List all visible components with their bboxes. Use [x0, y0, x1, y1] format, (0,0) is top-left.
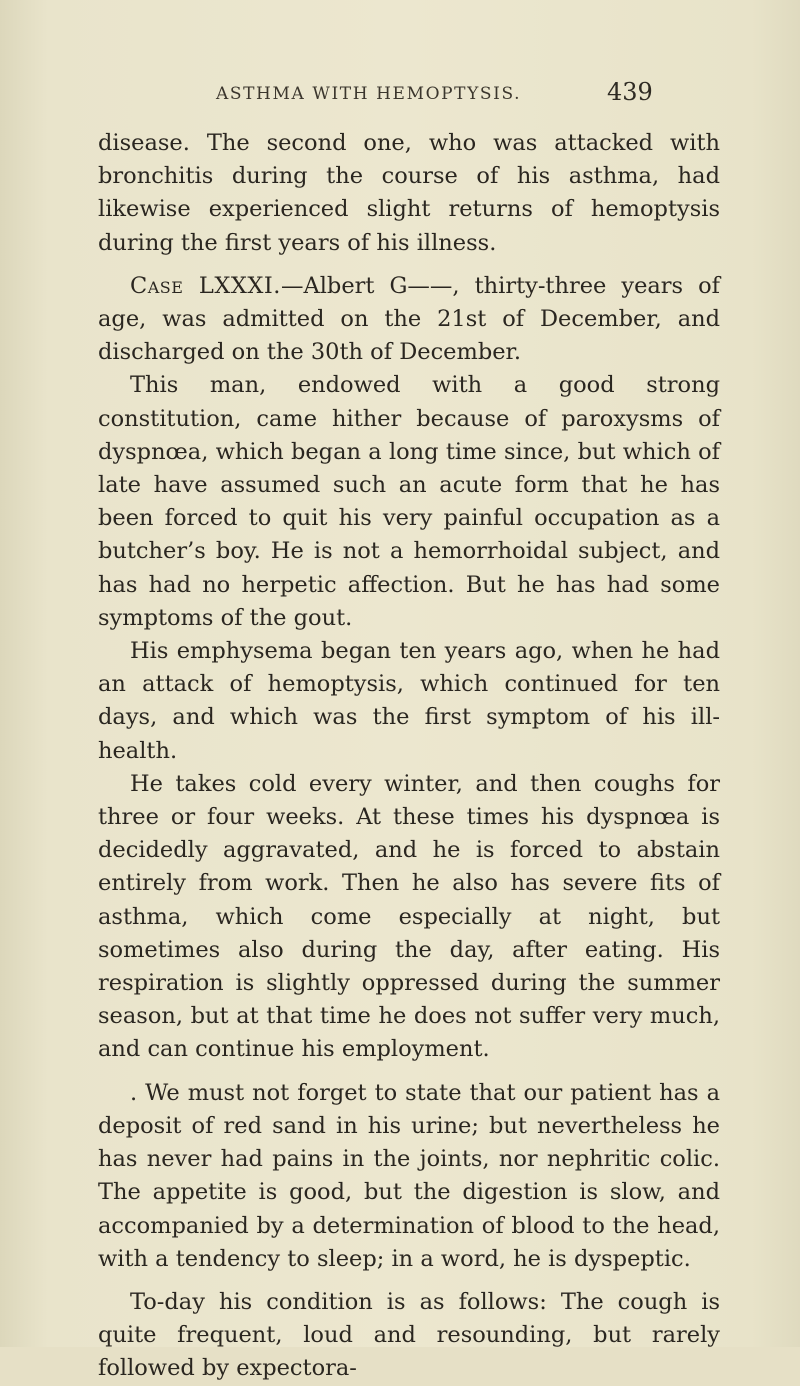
paragraph-7: To-day his condition is as follows: The cough is quite frequent, loud and resounding, but rarely followed by expectora- [98, 1288, 720, 1382]
body-text [98, 127, 720, 1386]
case-label: Case LXXXI. [130, 272, 281, 299]
case-intro: —Albert G——, thirty-three years of age, was admitted on the 21st of December, and discharged on the 30th of December. [98, 272, 720, 366]
running-title: ASTHMA WITH HEMOPTYSIS. [216, 84, 522, 104]
paragraph-1: disease. The second one, who was attacked with bronchitis during the course of his asthma, had likewise experienced slight returns of hemoptysis during the first years of his illness. [98, 130, 720, 256]
paragraph-case-heading [98, 270, 720, 370]
paragraph-6: . We must not forget to state that our patient has a deposit of red sand in his urine; but nevertheless he has never had pains in the joints, nor nephritic colic. The appetite is good, but the digestion is slow, and accompanied by a determination of blood to the head, with a tendency to sleep; in a word, he is dyspeptic. [98, 1079, 720, 1272]
paragraph-3: This man, endowed with a good strong constitution, came hither because of paroxysms of dyspnœa, which began a long time since, but which of late have assumed such an acute form that he has been forced to quit his very painful occupation as a butcher’s boy. He is not a hemorrhoidal subject, and has had no herpetic affection. But he has had some symptoms of the gout. [98, 372, 720, 631]
paragraph-4: His emphysema began ten years ago, when he had an attack of hemoptysis, which continued for ten days, and which was the first symptom of his ill-health. [98, 638, 720, 764]
paragraph-5: He takes cold every winter, and then coughs for three or four weeks. At these times his dyspnœa is decidedly aggravated, and he is forced to abstain entirely from work. Then he also has severe fits of asthma, which come especially at night, but sometimes also during the day, after eating. His respiration is slightly oppressed during the summer season, but at that time he does not suffer very much, and can continue his employment. [98, 770, 720, 1063]
page-header [216, 78, 653, 108]
page-number: 439 [607, 78, 653, 106]
